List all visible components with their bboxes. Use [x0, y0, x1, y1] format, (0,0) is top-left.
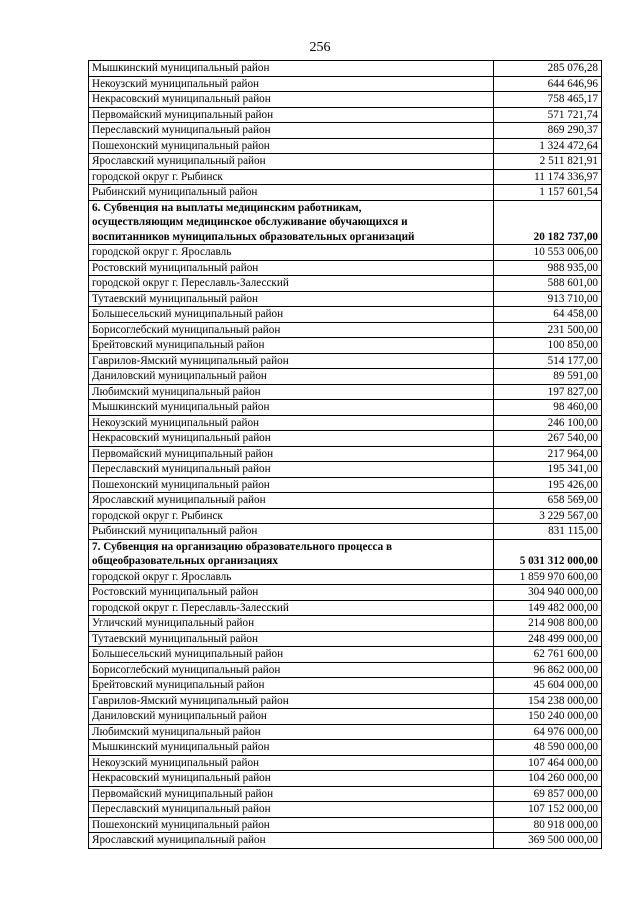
- row-amount: 214 908 800,00: [494, 616, 602, 632]
- table-row: [89, 400, 602, 416]
- row-amount: 89 591,00: [494, 369, 602, 385]
- municipality-name: городской округ г. Ярославль: [89, 569, 494, 585]
- table-row: [89, 477, 602, 493]
- municipality-name: Пошехонский муниципальный район: [89, 817, 494, 833]
- row-amount: 658 569,00: [494, 493, 602, 509]
- table-row: [89, 384, 602, 400]
- row-amount: 3 229 567,00: [494, 508, 602, 524]
- municipality-name: Тутаевский муниципальный район: [89, 631, 494, 647]
- table-row: [89, 369, 602, 385]
- row-amount: 64 458,00: [494, 307, 602, 323]
- municipality-name: Любимский муниципальный район: [89, 724, 494, 740]
- budget-table-body: [89, 61, 602, 849]
- budget-table: [88, 60, 602, 849]
- section-title-line: воспитанников муниципальных образовательных организаций: [92, 230, 415, 243]
- table-row: [89, 446, 602, 462]
- row-amount: 267 540,00: [494, 431, 602, 447]
- municipality-name: Некрасовский муниципальный район: [89, 771, 494, 787]
- row-amount: 80 918 000,00: [494, 817, 602, 833]
- municipality-name: Угличский муниципальный район: [89, 616, 494, 632]
- table-row: [89, 662, 602, 678]
- municipality-name: Пошехонский муниципальный район: [89, 477, 494, 493]
- municipality-name: городской округ г. Переславль-Залесский: [89, 276, 494, 292]
- row-amount: 20 182 737,00: [494, 200, 602, 245]
- table-row: [89, 709, 602, 725]
- section-header-row: [89, 539, 602, 569]
- municipality-name: Любимский муниципальный район: [89, 384, 494, 400]
- municipality-name: Некоузский муниципальный район: [89, 755, 494, 771]
- municipality-name: Рыбинский муниципальный район: [89, 185, 494, 201]
- row-amount: 913 710,00: [494, 291, 602, 307]
- table-row: [89, 524, 602, 540]
- municipality-name: Некрасовский муниципальный район: [89, 92, 494, 108]
- row-amount: 571 721,74: [494, 107, 602, 123]
- table-row: [89, 693, 602, 709]
- municipality-name: Даниловский муниципальный район: [89, 709, 494, 725]
- row-amount: 304 940 000,00: [494, 585, 602, 601]
- table-row: [89, 724, 602, 740]
- row-amount: 988 935,00: [494, 260, 602, 276]
- section-title: [89, 539, 494, 569]
- municipality-name: Брейтовский муниципальный район: [89, 338, 494, 354]
- table-row: [89, 462, 602, 478]
- section-title-line: общеобразовательных организациях: [92, 555, 278, 567]
- row-amount: 195 341,00: [494, 462, 602, 478]
- table-row: [89, 107, 602, 123]
- section-title: [89, 200, 494, 245]
- row-amount: 154 238 000,00: [494, 693, 602, 709]
- table-row: [89, 600, 602, 616]
- table-row: [89, 353, 602, 369]
- table-row: [89, 245, 602, 261]
- municipality-name: Некоузский муниципальный район: [89, 76, 494, 92]
- row-amount: 1 157 601,54: [494, 185, 602, 201]
- table-row: [89, 76, 602, 92]
- row-amount: 195 426,00: [494, 477, 602, 493]
- row-amount: 62 761 600,00: [494, 647, 602, 663]
- row-amount: 107 464 000,00: [494, 755, 602, 771]
- municipality-name: Ростовский муниципальный район: [89, 260, 494, 276]
- municipality-name: Ростовский муниципальный район: [89, 585, 494, 601]
- municipality-name: Рыбинский муниципальный район: [89, 524, 494, 540]
- table-row: [89, 786, 602, 802]
- municipality-name: Мышкинский муниципальный район: [89, 400, 494, 416]
- municipality-name: городской округ г. Ярославль: [89, 245, 494, 261]
- row-amount: 246 100,00: [494, 415, 602, 431]
- row-amount: 104 260 000,00: [494, 771, 602, 787]
- table-row: [89, 322, 602, 338]
- section-header-row: [89, 200, 602, 245]
- row-amount: 514 177,00: [494, 353, 602, 369]
- table-row: [89, 338, 602, 354]
- municipality-name: Ярославский муниципальный район: [89, 493, 494, 509]
- row-amount: 48 590 000,00: [494, 740, 602, 756]
- table-row: [89, 631, 602, 647]
- row-amount: 64 976 000,00: [494, 724, 602, 740]
- table-row: [89, 138, 602, 154]
- row-amount: 831 115,00: [494, 524, 602, 540]
- municipality-name: Мышкинский муниципальный район: [89, 740, 494, 756]
- municipality-name: Пошехонский муниципальный район: [89, 138, 494, 154]
- municipality-name: Некрасовский муниципальный район: [89, 431, 494, 447]
- table-row: [89, 493, 602, 509]
- table-row: [89, 755, 602, 771]
- table-row: [89, 415, 602, 431]
- row-amount: 369 500 000,00: [494, 833, 602, 849]
- row-amount: 758 465,17: [494, 92, 602, 108]
- row-amount: 1 859 970 600,00: [494, 569, 602, 585]
- row-amount: 2 511 821,91: [494, 154, 602, 170]
- municipality-name: Борисоглебский муниципальный район: [89, 322, 494, 338]
- municipality-name: Ярославский муниципальный район: [89, 833, 494, 849]
- row-amount: 107 152 000,00: [494, 802, 602, 818]
- row-amount: 588 601,00: [494, 276, 602, 292]
- row-amount: 5 031 312 000,00: [494, 539, 602, 569]
- table-row: [89, 185, 602, 201]
- municipality-name: Ярославский муниципальный район: [89, 154, 494, 170]
- table-row: [89, 647, 602, 663]
- municipality-name: Брейтовский муниципальный район: [89, 678, 494, 694]
- table-row: [89, 616, 602, 632]
- row-amount: 644 646,96: [494, 76, 602, 92]
- row-amount: 869 290,37: [494, 123, 602, 139]
- municipality-name: Первомайский муниципальный район: [89, 107, 494, 123]
- row-amount: 1 324 472,64: [494, 138, 602, 154]
- municipality-name: Переславский муниципальный район: [89, 462, 494, 478]
- table-row: [89, 61, 602, 77]
- row-amount: 96 862 000,00: [494, 662, 602, 678]
- table-row: [89, 260, 602, 276]
- municipality-name: Некоузский муниципальный район: [89, 415, 494, 431]
- table-row: [89, 123, 602, 139]
- municipality-name: Переславский муниципальный район: [89, 123, 494, 139]
- municipality-name: Даниловский муниципальный район: [89, 369, 494, 385]
- table-row: [89, 169, 602, 185]
- row-amount: 98 460,00: [494, 400, 602, 416]
- table-row: [89, 291, 602, 307]
- municipality-name: Переславский муниципальный район: [89, 802, 494, 818]
- table-row: [89, 771, 602, 787]
- section-title-line: 7. Субвенция на организацию образовательного процесса в: [92, 540, 393, 553]
- table-row: [89, 92, 602, 108]
- table-row: [89, 154, 602, 170]
- row-amount: 217 964,00: [494, 446, 602, 462]
- municipality-name: Борисоглебский муниципальный район: [89, 662, 494, 678]
- table-row: [89, 307, 602, 323]
- row-amount: 231 500,00: [494, 322, 602, 338]
- table-row: [89, 569, 602, 585]
- row-amount: 285 076,28: [494, 61, 602, 77]
- municipality-name: Первомайский муниципальный район: [89, 446, 494, 462]
- table-row: [89, 833, 602, 849]
- row-amount: 100 850,00: [494, 338, 602, 354]
- table-row: [89, 802, 602, 818]
- table-row: [89, 276, 602, 292]
- section-title-line: 6. Субвенция на выплаты медицинским работникам,: [92, 201, 362, 214]
- page-number: 256: [309, 40, 331, 55]
- municipality-name: Большесельский муниципальный район: [89, 647, 494, 663]
- row-amount: 149 482 000,00: [494, 600, 602, 616]
- municipality-name: Мышкинский муниципальный район: [89, 61, 494, 77]
- row-amount: 45 604 000,00: [494, 678, 602, 694]
- row-amount: 150 240 000,00: [494, 709, 602, 725]
- table-row: [89, 817, 602, 833]
- municipality-name: Тутаевский муниципальный район: [89, 291, 494, 307]
- row-amount: 11 174 336,97: [494, 169, 602, 185]
- municipality-name: Первомайский муниципальный район: [89, 786, 494, 802]
- table-row: [89, 585, 602, 601]
- municipality-name: городской округ г. Рыбинск: [89, 508, 494, 524]
- municipality-name: Гаврилов-Ямский муниципальный район: [89, 693, 494, 709]
- municipality-name: городской округ г. Рыбинск: [89, 169, 494, 185]
- table-row: [89, 431, 602, 447]
- section-title-line: осуществляющим медицинское обслуживание обучающихся и: [92, 216, 408, 228]
- municipality-name: городской округ г. Переславль-Залесский: [89, 600, 494, 616]
- table-row: [89, 740, 602, 756]
- row-amount: 197 827,00: [494, 384, 602, 400]
- table-row: [89, 508, 602, 524]
- table-row: [89, 678, 602, 694]
- row-amount: 69 857 000,00: [494, 786, 602, 802]
- row-amount: 248 499 000,00: [494, 631, 602, 647]
- municipality-name: Большесельский муниципальный район: [89, 307, 494, 323]
- municipality-name: Гаврилов-Ямский муниципальный район: [89, 353, 494, 369]
- row-amount: 10 553 006,00: [494, 245, 602, 261]
